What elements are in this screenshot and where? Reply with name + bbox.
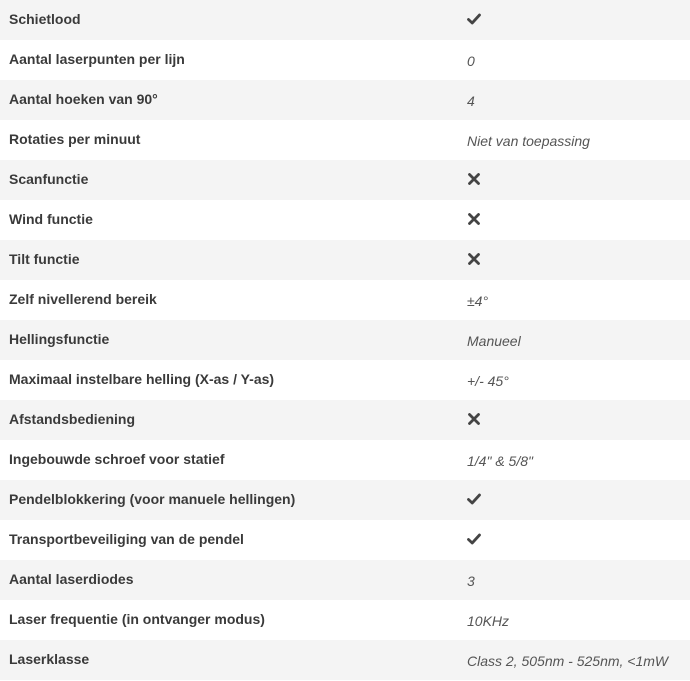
spec-value: 0 bbox=[467, 53, 475, 69]
spec-label: Afstandsbediening bbox=[9, 411, 136, 427]
spec-label: Maximaal instelbare helling (X-as / Y-as) bbox=[9, 371, 275, 387]
cross-icon bbox=[458, 200, 481, 226]
spec-label: Rotaties per minuut bbox=[9, 131, 141, 147]
spec-label-cell bbox=[0, 360, 458, 400]
spec-value-cell bbox=[458, 320, 690, 360]
table-row bbox=[0, 200, 690, 240]
table-row bbox=[0, 80, 690, 120]
table-row bbox=[0, 160, 690, 200]
table-row bbox=[0, 480, 690, 520]
spec-value-cell bbox=[458, 400, 690, 440]
spec-label: Schietlood bbox=[9, 11, 81, 27]
spec-value-cell bbox=[458, 0, 690, 40]
table-row bbox=[0, 120, 690, 160]
spec-label-cell bbox=[0, 200, 458, 240]
table-row bbox=[0, 640, 690, 680]
spec-value-cell bbox=[458, 240, 690, 280]
spec-label-cell bbox=[0, 400, 458, 440]
spec-label: Ingebouwde schroef voor statief bbox=[9, 451, 225, 467]
spec-label-cell bbox=[0, 600, 458, 640]
table-row bbox=[0, 320, 690, 360]
spec-value-cell bbox=[458, 560, 690, 600]
spec-value-cell bbox=[458, 520, 690, 560]
spec-label: Aantal laserpunten per lijn bbox=[9, 51, 185, 67]
table-row bbox=[0, 0, 690, 40]
check-icon bbox=[458, 480, 481, 506]
spec-label-cell bbox=[0, 480, 458, 520]
spec-label: Wind functie bbox=[9, 211, 93, 227]
cross-icon bbox=[458, 160, 481, 186]
spec-value-cell bbox=[458, 120, 690, 160]
spec-label: Aantal hoeken van 90° bbox=[9, 91, 158, 107]
spec-value-cell bbox=[458, 440, 690, 480]
table-row bbox=[0, 400, 690, 440]
spec-label: Laserklasse bbox=[9, 651, 90, 667]
spec-label-cell bbox=[0, 0, 458, 40]
spec-label-cell bbox=[0, 440, 458, 480]
spec-label: Laser frequentie (in ontvanger modus) bbox=[9, 611, 265, 627]
spec-label-cell bbox=[0, 80, 458, 120]
cross-icon bbox=[458, 240, 481, 266]
table-row bbox=[0, 560, 690, 600]
spec-value: Niet van toepassing bbox=[467, 133, 590, 149]
table-row bbox=[0, 40, 690, 80]
table-row bbox=[0, 600, 690, 640]
spec-value: Class 2, 505nm - 525nm, <1mW bbox=[467, 653, 669, 669]
spec-value-cell bbox=[458, 80, 690, 120]
table-row bbox=[0, 240, 690, 280]
spec-value: 3 bbox=[467, 573, 475, 589]
spec-value-cell bbox=[458, 200, 690, 240]
check-icon bbox=[458, 520, 481, 546]
spec-label: Zelf nivellerend bereik bbox=[9, 291, 157, 307]
table-row bbox=[0, 360, 690, 400]
spec-label-cell bbox=[0, 40, 458, 80]
spec-value-cell bbox=[458, 600, 690, 640]
spec-value-cell bbox=[458, 40, 690, 80]
spec-value-cell bbox=[458, 280, 690, 320]
table-row bbox=[0, 440, 690, 480]
spec-label-cell bbox=[0, 160, 458, 200]
spec-value: ±4° bbox=[467, 293, 489, 309]
spec-value-cell bbox=[458, 360, 690, 400]
spec-label-cell bbox=[0, 640, 458, 680]
spec-label-cell bbox=[0, 560, 458, 600]
spec-label: Transportbeveiliging van de pendel bbox=[9, 531, 244, 547]
spec-value: 10KHz bbox=[467, 613, 510, 629]
spec-label: Hellingsfunctie bbox=[9, 331, 110, 347]
spec-value-cell bbox=[458, 640, 690, 680]
spec-label-cell bbox=[0, 280, 458, 320]
spec-label-cell bbox=[0, 120, 458, 160]
spec-value-cell bbox=[458, 160, 690, 200]
spec-label: Aantal laserdiodes bbox=[9, 571, 134, 587]
spec-label: Scanfunctie bbox=[9, 171, 89, 187]
spec-label-cell bbox=[0, 240, 458, 280]
spec-label: Pendelblokkering (voor manuele hellingen) bbox=[9, 491, 296, 507]
spec-value: 4 bbox=[467, 93, 475, 109]
check-icon bbox=[458, 0, 481, 26]
spec-label: Tilt functie bbox=[9, 251, 80, 267]
spec-value: +/- 45° bbox=[467, 373, 509, 389]
cross-icon bbox=[458, 400, 481, 426]
spec-label-cell bbox=[0, 320, 458, 360]
table-row bbox=[0, 520, 690, 560]
spec-label-cell bbox=[0, 520, 458, 560]
spec-value-cell bbox=[458, 480, 690, 520]
table-row bbox=[0, 280, 690, 320]
spec-value: Manueel bbox=[467, 333, 521, 349]
spec-value: 1/4" & 5/8" bbox=[467, 453, 533, 469]
